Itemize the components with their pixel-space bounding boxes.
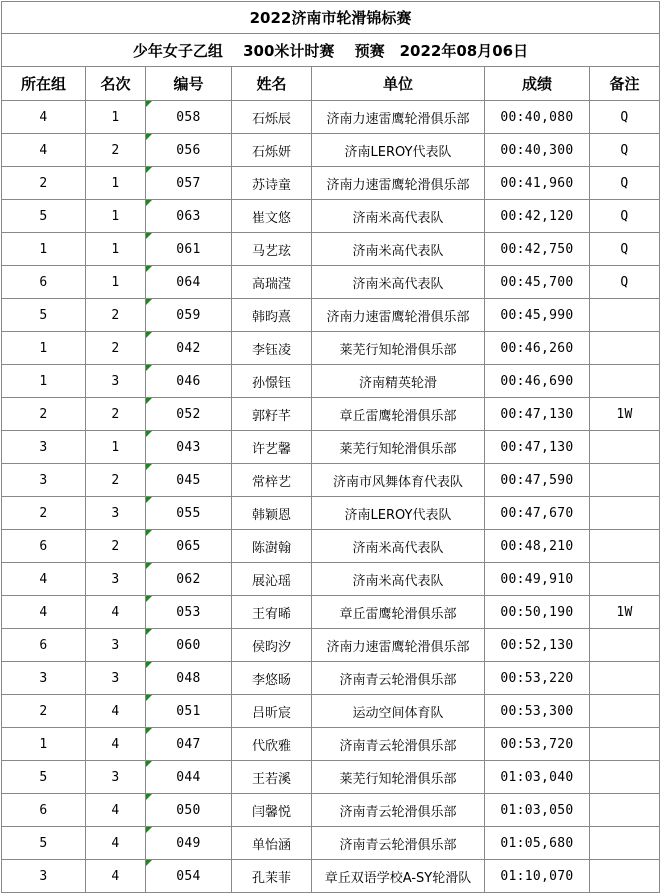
cell-time: 00:47,130 (485, 398, 590, 431)
cell-group: 4 (2, 134, 86, 167)
cell-unit: 济南米高代表队 (312, 530, 485, 563)
cell-group: 3 (2, 464, 86, 497)
cell-rank: 3 (86, 629, 146, 662)
cell-unit: 济南力速雷鹰轮滑俱乐部 (312, 629, 485, 662)
cell-note: Q (590, 134, 660, 167)
cell-unit: 运动空间体育队 (312, 695, 485, 728)
table-row (2, 761, 660, 794)
cell-rank: 4 (86, 794, 146, 827)
cell-group: 3 (2, 431, 86, 464)
cell-note: Q (590, 266, 660, 299)
cell-time: 01:05,680 (485, 827, 590, 860)
cell-group: 6 (2, 530, 86, 563)
table-row (2, 464, 660, 497)
cell-rank: 2 (86, 398, 146, 431)
cell-rank: 1 (86, 101, 146, 134)
cell-number: 042 (146, 332, 232, 365)
cell-name: 李悠旸 (232, 662, 312, 695)
cell-name: 常梓艺 (232, 464, 312, 497)
cell-name: 石烁妍 (232, 134, 312, 167)
cell-unit: 济南青云轮滑俱乐部 (312, 662, 485, 695)
cell-time: 00:49,910 (485, 563, 590, 596)
cell-time: 00:45,700 (485, 266, 590, 299)
cell-time: 00:42,750 (485, 233, 590, 266)
cell-name: 孔茉菲 (232, 860, 312, 893)
table-row (2, 596, 660, 629)
cell-group: 1 (2, 332, 86, 365)
cell-note (590, 530, 660, 563)
cell-number: 064 (146, 266, 232, 299)
cell-number: 045 (146, 464, 232, 497)
results-sheet (1, 1, 659, 893)
cell-unit: 济南力速雷鹰轮滑俱乐部 (312, 101, 485, 134)
cell-number: 062 (146, 563, 232, 596)
cell-note: Q (590, 167, 660, 200)
cell-time: 00:45,990 (485, 299, 590, 332)
cell-rank: 1 (86, 266, 146, 299)
column-header-time: 成绩 (485, 67, 590, 101)
cell-number: 058 (146, 101, 232, 134)
cell-rank: 1 (86, 431, 146, 464)
cell-rank: 1 (86, 200, 146, 233)
cell-name: 单怡涵 (232, 827, 312, 860)
cell-group: 1 (2, 728, 86, 761)
cell-group: 5 (2, 761, 86, 794)
cell-note (590, 860, 660, 893)
cell-unit: 济南力速雷鹰轮滑俱乐部 (312, 299, 485, 332)
cell-name: 崔文悠 (232, 200, 312, 233)
column-header-name: 姓名 (232, 67, 312, 101)
cell-group: 4 (2, 596, 86, 629)
cell-time: 00:53,720 (485, 728, 590, 761)
cell-time: 00:48,210 (485, 530, 590, 563)
cell-number: 049 (146, 827, 232, 860)
cell-time: 00:42,120 (485, 200, 590, 233)
cell-group: 3 (2, 662, 86, 695)
header-row (2, 67, 660, 101)
table-row (2, 200, 660, 233)
cell-unit: 章丘雷鹰轮滑俱乐部 (312, 398, 485, 431)
table-row (2, 365, 660, 398)
table-row (2, 827, 660, 860)
cell-note (590, 563, 660, 596)
cell-note (590, 827, 660, 860)
cell-group: 2 (2, 497, 86, 530)
cell-unit: 莱芜行知轮滑俱乐部 (312, 332, 485, 365)
cell-name: 闫馨悦 (232, 794, 312, 827)
cell-number: 047 (146, 728, 232, 761)
table-row (2, 431, 660, 464)
cell-name: 韩颖恩 (232, 497, 312, 530)
table-row (2, 233, 660, 266)
cell-group: 4 (2, 101, 86, 134)
cell-name: 展沁瑶 (232, 563, 312, 596)
cell-name: 马艺玹 (232, 233, 312, 266)
cell-time: 00:46,260 (485, 332, 590, 365)
cell-number: 053 (146, 596, 232, 629)
cell-rank: 1 (86, 167, 146, 200)
cell-rank: 3 (86, 662, 146, 695)
cell-unit: 济南LEROY代表队 (312, 497, 485, 530)
cell-rank: 2 (86, 530, 146, 563)
cell-note: 1W (590, 398, 660, 431)
cell-group: 5 (2, 827, 86, 860)
cell-unit: 济南市风舞体育代表队 (312, 464, 485, 497)
cell-number: 050 (146, 794, 232, 827)
cell-number: 065 (146, 530, 232, 563)
cell-unit: 济南力速雷鹰轮滑俱乐部 (312, 167, 485, 200)
table-row (2, 563, 660, 596)
cell-group: 3 (2, 860, 86, 893)
cell-unit: 章丘双语学校A-SY轮滑队 (312, 860, 485, 893)
table-row (2, 299, 660, 332)
cell-number: 057 (146, 167, 232, 200)
cell-rank: 3 (86, 563, 146, 596)
cell-group: 6 (2, 266, 86, 299)
cell-name: 孙憬钰 (232, 365, 312, 398)
table-row (2, 497, 660, 530)
cell-note (590, 761, 660, 794)
table-row (2, 728, 660, 761)
cell-note (590, 662, 660, 695)
cell-number: 060 (146, 629, 232, 662)
cell-time: 00:53,220 (485, 662, 590, 695)
cell-time: 00:46,690 (485, 365, 590, 398)
cell-rank: 4 (86, 695, 146, 728)
cell-note: 1W (590, 596, 660, 629)
table-row (2, 134, 660, 167)
cell-number: 055 (146, 497, 232, 530)
cell-note (590, 728, 660, 761)
cell-name: 陈澍翰 (232, 530, 312, 563)
cell-note (590, 332, 660, 365)
cell-name: 郭籽芊 (232, 398, 312, 431)
cell-unit: 济南青云轮滑俱乐部 (312, 728, 485, 761)
cell-number: 046 (146, 365, 232, 398)
column-header-number: 编号 (146, 67, 232, 101)
cell-name: 代欣雅 (232, 728, 312, 761)
cell-time: 00:52,130 (485, 629, 590, 662)
cell-name: 韩昀熹 (232, 299, 312, 332)
cell-rank: 2 (86, 134, 146, 167)
cell-rank: 3 (86, 497, 146, 530)
cell-rank: 1 (86, 233, 146, 266)
cell-group: 1 (2, 233, 86, 266)
cell-unit: 济南青云轮滑俱乐部 (312, 794, 485, 827)
table-row (2, 629, 660, 662)
cell-rank: 2 (86, 332, 146, 365)
table-row (2, 860, 660, 893)
cell-name: 许艺馨 (232, 431, 312, 464)
table-row (2, 332, 660, 365)
cell-note (590, 629, 660, 662)
cell-time: 00:41,960 (485, 167, 590, 200)
cell-note: Q (590, 200, 660, 233)
cell-number: 056 (146, 134, 232, 167)
cell-rank: 3 (86, 761, 146, 794)
cell-number: 059 (146, 299, 232, 332)
cell-unit: 济南青云轮滑俱乐部 (312, 827, 485, 860)
table-row (2, 662, 660, 695)
cell-time: 00:53,300 (485, 695, 590, 728)
cell-unit: 章丘雷鹰轮滑俱乐部 (312, 596, 485, 629)
cell-note (590, 299, 660, 332)
column-header-note: 备注 (590, 67, 660, 101)
title-row (2, 2, 660, 34)
cell-rank: 4 (86, 860, 146, 893)
table-row (2, 794, 660, 827)
cell-note (590, 695, 660, 728)
cell-time: 00:47,590 (485, 464, 590, 497)
cell-group: 5 (2, 200, 86, 233)
cell-group: 2 (2, 398, 86, 431)
cell-time: 00:40,300 (485, 134, 590, 167)
cell-number: 043 (146, 431, 232, 464)
cell-time: 00:50,190 (485, 596, 590, 629)
cell-unit: 济南精英轮滑 (312, 365, 485, 398)
cell-group: 1 (2, 365, 86, 398)
cell-note (590, 431, 660, 464)
cell-note (590, 497, 660, 530)
cell-note (590, 365, 660, 398)
cell-group: 4 (2, 563, 86, 596)
cell-unit: 莱芜行知轮滑俱乐部 (312, 431, 485, 464)
cell-group: 5 (2, 299, 86, 332)
table-row (2, 266, 660, 299)
cell-name: 侯昀汐 (232, 629, 312, 662)
column-header-group: 所在组 (2, 67, 86, 101)
cell-time: 01:03,050 (485, 794, 590, 827)
cell-note: Q (590, 101, 660, 134)
cell-rank: 3 (86, 365, 146, 398)
cell-rank: 4 (86, 827, 146, 860)
table-row (2, 101, 660, 134)
cell-group: 6 (2, 794, 86, 827)
cell-unit: 济南米高代表队 (312, 266, 485, 299)
cell-time: 00:40,080 (485, 101, 590, 134)
cell-number: 048 (146, 662, 232, 695)
cell-name: 苏诗童 (232, 167, 312, 200)
cell-unit: 济南米高代表队 (312, 200, 485, 233)
cell-group: 2 (2, 695, 86, 728)
results-table (1, 1, 660, 893)
table-row (2, 167, 660, 200)
cell-name: 王若溪 (232, 761, 312, 794)
competition-title: 2022济南市轮滑锦标赛 (2, 2, 660, 34)
event-subtitle: 少年女子乙组 300米计时赛 预赛 2022年08月06日 (2, 34, 660, 67)
cell-name: 王宥晞 (232, 596, 312, 629)
cell-name: 高瑞滢 (232, 266, 312, 299)
table-row (2, 695, 660, 728)
column-header-unit: 单位 (312, 67, 485, 101)
table-row (2, 398, 660, 431)
cell-rank: 4 (86, 596, 146, 629)
cell-rank: 4 (86, 728, 146, 761)
cell-rank: 2 (86, 464, 146, 497)
cell-unit: 莱芜行知轮滑俱乐部 (312, 761, 485, 794)
cell-number: 063 (146, 200, 232, 233)
cell-time: 00:47,670 (485, 497, 590, 530)
cell-name: 石烁辰 (232, 101, 312, 134)
cell-unit: 济南LEROY代表队 (312, 134, 485, 167)
subtitle-row (2, 34, 660, 67)
cell-time: 01:03,040 (485, 761, 590, 794)
cell-unit: 济南米高代表队 (312, 233, 485, 266)
table-row (2, 530, 660, 563)
column-header-rank: 名次 (86, 67, 146, 101)
cell-note (590, 794, 660, 827)
cell-number: 052 (146, 398, 232, 431)
cell-number: 061 (146, 233, 232, 266)
cell-note (590, 464, 660, 497)
cell-time: 00:47,130 (485, 431, 590, 464)
cell-name: 李钰凌 (232, 332, 312, 365)
cell-note: Q (590, 233, 660, 266)
cell-time: 01:10,070 (485, 860, 590, 893)
cell-name: 吕昕宸 (232, 695, 312, 728)
cell-rank: 2 (86, 299, 146, 332)
cell-group: 2 (2, 167, 86, 200)
cell-group: 6 (2, 629, 86, 662)
cell-number: 044 (146, 761, 232, 794)
cell-unit: 济南米高代表队 (312, 563, 485, 596)
cell-number: 054 (146, 860, 232, 893)
cell-number: 051 (146, 695, 232, 728)
